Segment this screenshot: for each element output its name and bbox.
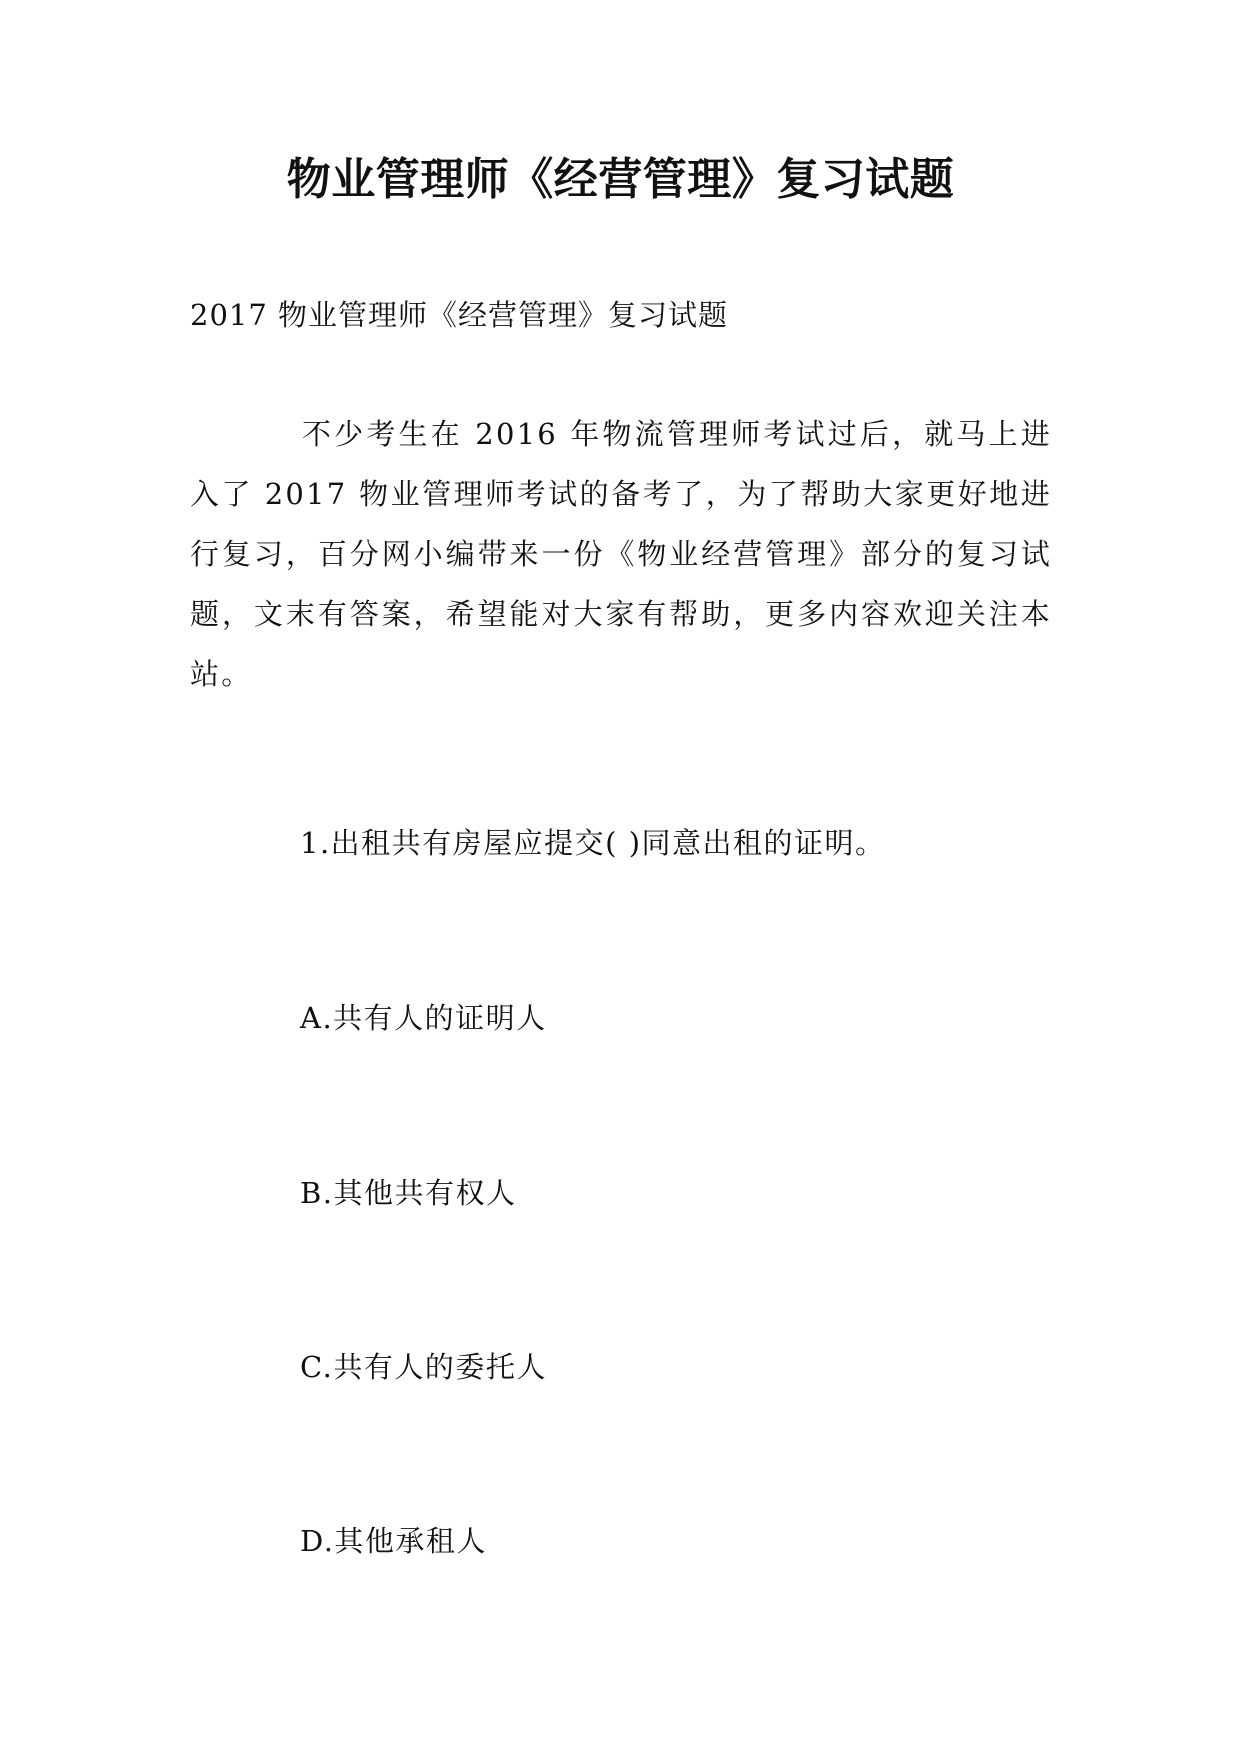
- intro-paragraph: 不少考生在 2016 年物流管理师考试过后，就马上进入了 2017 物业管理师考试的备考了，为了帮助大家更好地进行复习，百分网小编带来一份《物业经营管理》部分的复习试题，文末有答案，希望能对大家有帮助，更多内容欢迎关注本站。: [190, 417, 1052, 691]
- option-c: C.共有人的委托人: [300, 1350, 547, 1384]
- document-subtitle: 2017 物业管理师《经营管理》复习试题: [190, 298, 729, 332]
- document-title: 物业管理师《经营管理》复习试题: [286, 154, 955, 205]
- option-d: D.其他承租人: [300, 1524, 487, 1558]
- option-a: A.共有人的证明人: [300, 1001, 547, 1035]
- option-b: B.其他共有权人: [300, 1176, 517, 1210]
- question-stem: 1.出租共有房屋应提交( )同意出租的证明。: [300, 826, 886, 860]
